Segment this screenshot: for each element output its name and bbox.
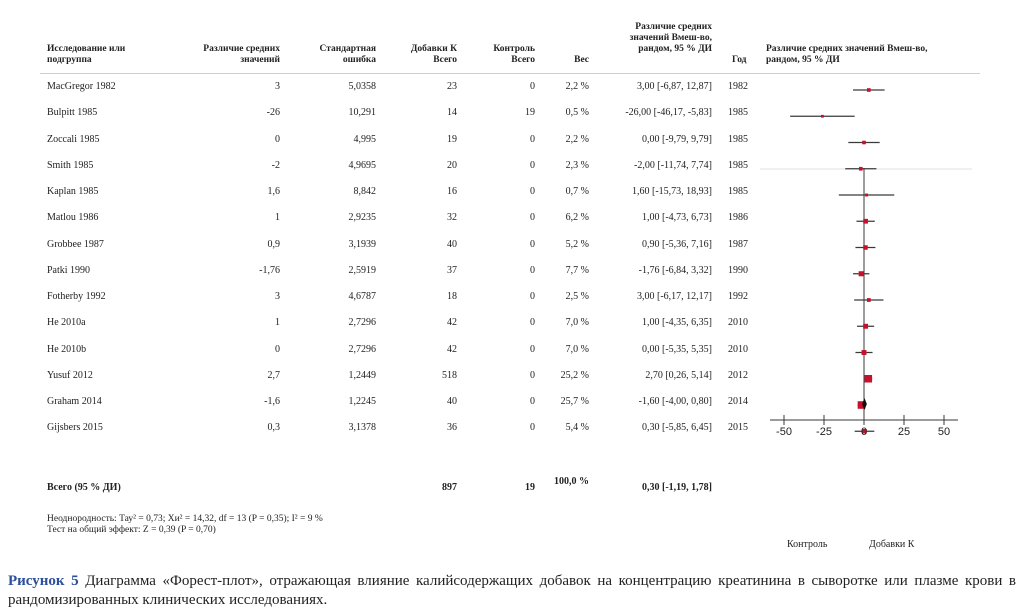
total-weight: 100,0 % xyxy=(554,476,589,487)
cell-add: 42 xyxy=(447,317,457,329)
cell-md: 0,3 xyxy=(267,422,280,434)
cell-ctrl: 0 xyxy=(530,264,535,276)
cell-study: Grobbee 1987 xyxy=(47,238,104,250)
cell-add: 36 xyxy=(447,422,457,434)
x-tick-label: 25 xyxy=(897,426,911,438)
cell-ci: -26,00 [-46,17, -5,83] xyxy=(625,107,712,119)
cell-ctrl: 0 xyxy=(530,133,535,145)
study-point xyxy=(867,88,871,92)
cell-study: Graham 2014 xyxy=(47,396,102,407)
cell-ci: 3,00 [-6,17, 12,17] xyxy=(637,291,712,302)
cell-study: He 2010a xyxy=(47,317,86,329)
cell-se: 2,5919 xyxy=(348,264,376,276)
cell-year: 2010 xyxy=(728,317,748,329)
cell-year: 2012 xyxy=(728,369,748,381)
cell-weight: 7,0 % xyxy=(565,317,589,329)
cell-ci: 0,00 [-5,35, 5,35] xyxy=(642,343,712,355)
cell-year: 1986 xyxy=(728,212,748,224)
figure-caption xyxy=(8,572,1016,610)
cell-study: Zoccali 1985 xyxy=(47,133,100,145)
cell-ci: -1,60 [-4,00, 0,80] xyxy=(638,396,712,407)
cell-md: 1 xyxy=(275,317,280,329)
total-ci: 0,30 [-1,19, 1,78] xyxy=(642,482,712,493)
cell-se: 1,2449 xyxy=(348,369,376,381)
cell-ctrl: 0 xyxy=(530,159,535,171)
cell-add: 42 xyxy=(447,343,457,355)
cell-ci: 0,90 [-5,36, 7,16] xyxy=(642,238,712,250)
total-ctrl: 19 xyxy=(525,482,535,493)
cell-year: 2015 xyxy=(728,422,748,434)
cell-year: 1990 xyxy=(728,264,748,276)
cell-se: 4,9695 xyxy=(348,159,376,171)
cell-year: 1985 xyxy=(728,107,748,119)
cell-md: -1,6 xyxy=(264,396,280,407)
cell-ci: 0,30 [-5,85, 6,45] xyxy=(642,422,712,434)
cell-ctrl: 0 xyxy=(530,343,535,355)
cell-md: -1,76 xyxy=(259,264,280,276)
cell-se: 2,9235 xyxy=(348,212,376,224)
cell-se: 4,6787 xyxy=(348,291,376,302)
cell-se: 5,0358 xyxy=(348,81,376,92)
cell-add: 16 xyxy=(447,186,457,197)
cell-ci: 2,70 [0,26, 5,14] xyxy=(645,369,712,381)
x-tick-label: 0 xyxy=(860,426,868,438)
cell-weight: 0,5 % xyxy=(565,107,589,119)
cell-se: 1,2245 xyxy=(348,396,376,407)
header-md: Различие средних значений xyxy=(203,44,280,65)
header-year: Год xyxy=(732,55,747,65)
cell-study: Smith 1985 xyxy=(47,159,94,171)
cell-year: 2010 xyxy=(728,343,748,355)
cell-study: Bulpitt 1985 xyxy=(47,107,98,119)
header-add-total: Добавки К Всего xyxy=(410,44,457,65)
cell-ctrl: 0 xyxy=(530,81,535,92)
cell-se: 10,291 xyxy=(348,107,376,119)
cell-study: Kaplan 1985 xyxy=(47,186,99,197)
cell-ctrl: 0 xyxy=(530,396,535,407)
cell-ci: 1,00 [-4,73, 6,73] xyxy=(642,212,712,224)
overall-effect-note: Тест на общий эффект: Z = 0,39 (P = 0,70) xyxy=(47,525,216,535)
x-tick-label: -25 xyxy=(816,426,832,438)
cell-ctrl: 0 xyxy=(530,186,535,197)
study-point xyxy=(865,375,873,383)
cell-add: 40 xyxy=(447,396,457,407)
study-point xyxy=(865,194,868,197)
cell-ci: 0,00 [-9,79, 9,79] xyxy=(642,133,712,145)
cell-weight: 6,2 % xyxy=(565,212,589,224)
cell-year: 1985 xyxy=(728,133,748,145)
header-plot: Различие средних значений Вмеш-во, рандом, 95 % ДИ xyxy=(766,44,928,65)
cell-add: 518 xyxy=(442,369,457,381)
cell-weight: 0,7 % xyxy=(565,186,589,197)
study-point xyxy=(863,219,868,224)
cell-ci: 3,00 [-6,87, 12,87] xyxy=(637,81,712,92)
cell-se: 4,995 xyxy=(353,133,376,145)
cell-ci: 1,00 [-4,35, 6,35] xyxy=(642,317,712,329)
favours-control-label: Контроль xyxy=(787,539,828,550)
cell-se: 2,7296 xyxy=(348,317,376,329)
study-point xyxy=(863,324,868,329)
cell-md: 0,9 xyxy=(267,238,280,250)
cell-ctrl: 0 xyxy=(530,212,535,224)
cell-year: 1985 xyxy=(728,186,748,197)
cell-weight: 2,5 % xyxy=(565,291,589,302)
cell-se: 3,1939 xyxy=(348,238,376,250)
heterogeneity-note: Неоднородность: Тау² = 0,73; Хи² = 14,32, df = 13 (P = 0,35); I² = 9 % xyxy=(47,514,323,524)
study-point xyxy=(867,298,871,302)
cell-ctrl: 19 xyxy=(525,107,535,119)
header-ci: Различие средних значений Вмеш-во, рандом, 95 % ДИ xyxy=(629,22,712,54)
cell-se: 8,842 xyxy=(353,186,376,197)
cell-ci: 1,60 [-15,73, 18,93] xyxy=(632,186,712,197)
header-study: Исследование или подгруппа xyxy=(47,44,126,65)
cell-study: MacGregor 1982 xyxy=(47,81,116,92)
cell-ctrl: 0 xyxy=(530,291,535,302)
cell-ctrl: 0 xyxy=(530,317,535,329)
cell-ci: -2,00 [-11,74, 7,74] xyxy=(634,159,712,171)
cell-study: Patki 1990 xyxy=(47,264,91,276)
cell-year: 1985 xyxy=(728,159,748,171)
study-point xyxy=(821,115,824,118)
cell-weight: 5,4 % xyxy=(565,422,589,434)
cell-study: He 2010b xyxy=(47,343,87,355)
cell-add: 20 xyxy=(447,159,457,171)
cell-weight: 2,2 % xyxy=(565,81,589,92)
caption-label: Рисунок 5 xyxy=(8,573,79,589)
x-tick-label: -50 xyxy=(776,426,792,438)
cell-ctrl: 0 xyxy=(530,369,535,381)
total-add: 897 xyxy=(442,482,457,493)
cell-year: 1987 xyxy=(728,238,748,250)
cell-add: 19 xyxy=(447,133,457,145)
cell-study: Matlou 1986 xyxy=(47,212,99,224)
cell-add: 14 xyxy=(447,107,457,119)
cell-md: -26 xyxy=(266,107,280,119)
cell-add: 32 xyxy=(447,212,457,224)
cell-se: 3,1378 xyxy=(348,422,376,434)
study-point xyxy=(862,141,866,145)
cell-weight: 5,2 % xyxy=(565,238,589,250)
cell-md: 1,6 xyxy=(267,186,280,197)
favours-supplement-label: Добавки К xyxy=(869,539,915,550)
cell-md: 2,7 xyxy=(267,369,280,381)
cell-study: Gijsbers 2015 xyxy=(47,422,103,434)
caption-text: Диаграмма «Форест-плот», отражающая влияние калийсодержащих добавок на концентрацию креатинина в сыворотке или плазме крови в рандомизированных клинических исследованиях. xyxy=(8,573,1016,608)
cell-year: 1992 xyxy=(728,291,748,302)
cell-md: -2 xyxy=(271,159,280,171)
x-tick-label: 50 xyxy=(937,426,951,438)
study-point xyxy=(859,167,863,171)
cell-se: 2,7296 xyxy=(348,343,376,355)
cell-add: 40 xyxy=(447,238,457,250)
cell-weight: 25,2 % xyxy=(560,369,589,381)
header-se: Стандартная ошибка xyxy=(319,44,376,65)
cell-ctrl: 0 xyxy=(530,238,535,250)
header-ctrl-total: Контроль Всего xyxy=(493,44,535,65)
total-label: Всего (95 % ДИ) xyxy=(47,482,121,493)
cell-md: 1 xyxy=(275,212,280,224)
cell-weight: 2,3 % xyxy=(565,159,589,171)
cell-md: 0 xyxy=(275,133,280,145)
cell-md: 0 xyxy=(275,343,280,355)
cell-study: Yusuf 2012 xyxy=(47,369,93,381)
cell-year: 1982 xyxy=(728,81,748,92)
cell-md: 3 xyxy=(275,81,280,92)
cell-ctrl: 0 xyxy=(530,422,535,434)
cell-weight: 25,7 % xyxy=(560,396,589,407)
cell-ci: -1,76 [-6,84, 3,32] xyxy=(638,264,712,276)
cell-year: 2014 xyxy=(728,396,748,407)
study-point xyxy=(862,350,867,355)
cell-add: 23 xyxy=(447,81,457,92)
cell-add: 18 xyxy=(447,291,457,302)
cell-md: 3 xyxy=(275,291,280,302)
study-point xyxy=(859,271,864,276)
header-weight: Вес xyxy=(574,55,589,65)
cell-study: Fotherby 1992 xyxy=(47,291,106,302)
cell-weight: 2,2 % xyxy=(565,133,589,145)
cell-weight: 7,0 % xyxy=(565,343,589,355)
study-point xyxy=(863,245,868,250)
cell-add: 37 xyxy=(447,264,457,276)
cell-weight: 7,7 % xyxy=(565,264,589,276)
